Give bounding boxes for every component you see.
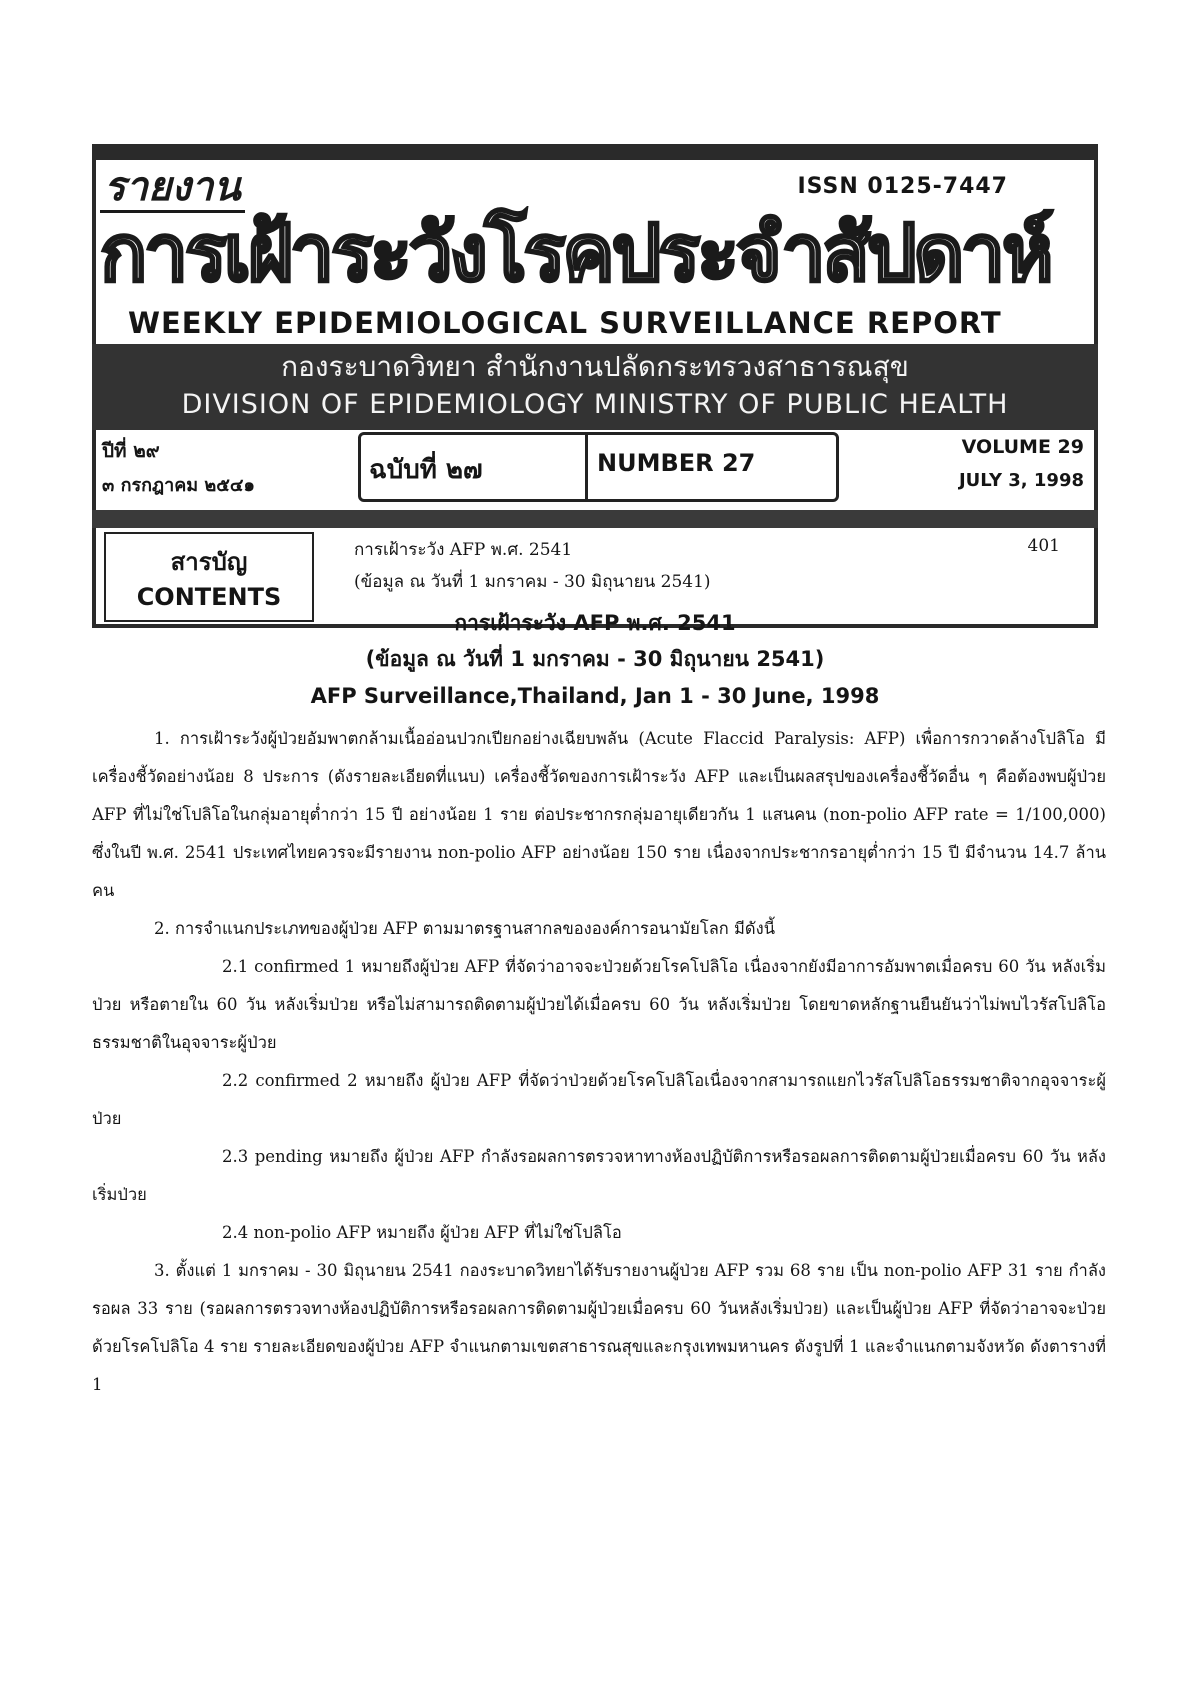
issue-info-bar [92, 430, 1098, 510]
issn-number: ISSN 0125-7447 [797, 174, 1008, 199]
division-thai: กองระบาดวิทยา สำนักงานปลัดกระทรวงสาธารณสุข [281, 350, 909, 383]
number-thai: ฉบับที่ ๒๗ [369, 455, 483, 485]
separator-band [92, 510, 1098, 528]
paragraph-2: 2. การจำแนกประเภทของผู้ป่วย AFP ตามมาตรฐานสากลขององค์การอนามัยโลก มีดังนี้ [154, 919, 775, 938]
paragraph-1: 1. การเฝ้าระวังผู้ป่วยอัมพาตกล้ามเนื้ออ่อนปวกเปียกอย่างเฉียบพลัน (Acute Flaccid Paralysis: AFP) เพื่อการกวาดล้างโปลิโอ มีเครื่องชี้วัดอย่างน้อย 8 ประการ (ดังรายละเอียดที่แนบ) เครื่องชี้วัดของการเฝ้าระวัง AFP และเป็นผลสรุปของเครื่องชี้วัดอื่น ๆ คือต้องพบผู้ป่วย AFP ที่ไม่ใช่โปลิโอในกลุ่มอายุต่ำกว่า 15 ปี อย่างน้อย 1 ราย ต่อประชากรกลุ่มอายุเดียวกัน 1 แสนคน (non-polio AFP rate = 1/100,000) ซึ่งในปี พ.ศ. 2541 ประเทศไทยควรจะมีรายงาน non-polio AFP อย่างน้อย 150 ราย เนื่องจากประชากรอายุต่ำกว่า 15 ปี มีจำนวน 14.7 ล้านคน [92, 729, 1106, 900]
contents-label-english: CONTENTS [136, 583, 282, 611]
masthead [92, 144, 1098, 611]
paragraph-3: 3. ตั้งแต่ 1 มกราคม - 30 มิถุนายน 2541 กองระบาดวิทยาได้รับรายงานผู้ป่วย AFP รวม 68 ราย เป็น non-polio AFP 31 ราย กำลังรอผล 33 ราย (รอผลการตรวจทางห้องปฏิบัติการหรือรอผลการติดตามผู้ป่วยเมื่อครบ 60 วันหลังเริ่มป่วย) และเป็นผู้ป่วย AFP ที่จัดว่าอาจจะป่วยด้วยโรคโปลิโอ 4 ราย รายละเอียดของผู้ป่วย AFP จำแนกตามเขตสาธารณสุขและกรุงเทพมหานคร ดังรูปที่ 1 และจำแนกตามจังหวัด ดังตารางที่ 1 [92, 1261, 1106, 1394]
paragraph-2-3: 2.3 pending หมายถึง ผู้ป่วย AFP กำลังรอผลการตรวจหาทางห้องปฏิบัติการหรือรอผลการติดตามผู้ป่วยเมื่อครบ 60 วัน หลังเริ่มป่วย [92, 1147, 1106, 1204]
article-heading-english: AFP Surveillance,Thailand, Jan 1 - 30 June, 1998 [310, 684, 880, 708]
article-subheading-thai: (ข้อมูล ณ วันที่ 1 มกราคม - 30 มิถุนายน 2541) [365, 647, 825, 671]
article-body [92, 720, 1106, 1404]
report-word: รายงาน [100, 164, 245, 213]
paragraph-2-4: 2.4 non-polio AFP หมายถึง ผู้ป่วย AFP ที่ไม่ใช่โปลิโอ [222, 1223, 622, 1242]
article-heading-thai: การเฝ้าระวัง AFP พ.ศ. 2541 [454, 611, 736, 635]
contents-label-thai: สารบัญ [170, 548, 248, 576]
article-headings [0, 606, 1190, 714]
date-english: JULY 3, 1998 [958, 470, 1084, 491]
paragraph-2-2: 2.2 confirmed 2 หมายถึง ผู้ป่วย AFP ที่จัดว่าป่วยด้วยโรคโปลิโอเนื่องจากสามารถแยกไวรัสโปลิโอธรรมชาติจากอุจจาระผู้ป่วย [92, 1071, 1106, 1128]
division-english: DIVISION OF EPIDEMIOLOGY MINISTRY OF PUBLIC HEALTH [181, 389, 1009, 420]
english-title: WEEKLY EPIDEMIOLOGICAL SURVEILLANCE REPORT [128, 306, 1002, 340]
year-thai: ปีที่ ๒๙ [102, 440, 160, 462]
thai-title: การเฝ้าระวังโรคประจำสัปดาห์ [100, 209, 1051, 299]
issue-number-box [358, 432, 839, 502]
division-band [92, 344, 1098, 430]
contents-item-title: การเฝ้าระวัง AFP พ.ศ. 2541 [354, 540, 573, 560]
contents-item-page: 401 [1027, 536, 1060, 556]
contents-item-subtitle: (ข้อมูล ณ วันที่ 1 มกราคม - 30 มิถุนายน 2541) [354, 572, 711, 592]
number-english: NUMBER 27 [597, 449, 756, 477]
paragraph-2-1: 2.1 confirmed 1 หมายถึงผู้ป่วย AFP ที่จัดว่าอาจจะป่วยด้วยโรคโปลิโอ เนื่องจากยังมีอาการอัมพาตเมื่อครบ 60 วัน หลังเริ่มป่วย หรือตายใน 60 วัน หลังเริ่มป่วย หรือไม่สามารถติดตามผู้ป่วยได้เมื่อครบ 60 วัน หลังเริ่มป่วย โดยขาดหลักฐานยืนยันว่าไม่พบไวรัสโปลิโอธรรมชาติในอุจจาระผู้ป่วย [92, 957, 1106, 1052]
volume-english: VOLUME 29 [961, 436, 1084, 458]
number-box-divider [585, 435, 588, 499]
masthead-top-bar [92, 144, 1098, 160]
date-thai: ๓ กรกฎาคม ๒๕๔๑ [102, 475, 255, 496]
